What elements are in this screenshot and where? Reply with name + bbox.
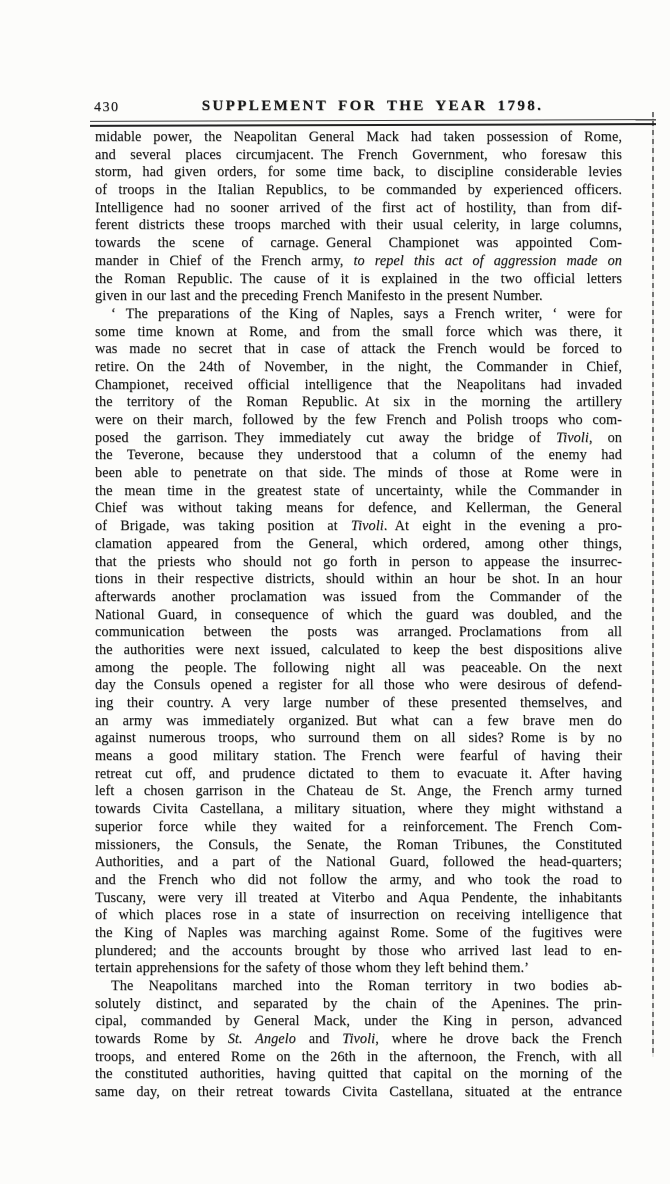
text-line-content: were on their march, followed by the few French and Polish troops who com- bbox=[95, 412, 622, 428]
text-line-content: same day, on their retreat towards Civita Castellana, situated at the entrance bbox=[95, 1084, 622, 1101]
text-line-content: afterwards another proclamation was issued from the Commander of the bbox=[95, 588, 622, 605]
text-line-content: superior force while they waited for a reinforcement. The French Com- bbox=[95, 818, 622, 835]
text-line bbox=[95, 783, 622, 801]
text-line-content: the territory of the Roman Republic. At six in the morning the artillery bbox=[95, 394, 622, 411]
text-line-content: midable power, the Neapolitan General Mack had taken possession of Rome, bbox=[95, 129, 622, 145]
text-line bbox=[95, 324, 622, 342]
text-line bbox=[95, 182, 622, 200]
text-line-content: posed the garrison. They immediately cut away the bridge of Tivoli, on bbox=[95, 429, 623, 446]
text-line bbox=[95, 394, 622, 412]
text-line bbox=[95, 235, 622, 253]
text-line-content: and the French who did not follow the army, and who took the road to bbox=[95, 871, 622, 888]
text-line bbox=[95, 996, 622, 1014]
text-line-content: and several places circumjacent. The French Government, who foresaw this bbox=[95, 146, 622, 163]
text-line bbox=[95, 677, 622, 695]
text-line bbox=[95, 271, 622, 289]
text-line bbox=[95, 518, 622, 536]
text-line bbox=[95, 1049, 622, 1067]
text-line bbox=[95, 447, 622, 465]
text-line bbox=[95, 695, 622, 713]
text-line-content: against numerous troops, who surround them on all sides? Rome is by no bbox=[95, 730, 622, 747]
text-line bbox=[95, 854, 622, 872]
text-line-content: of troops in the Italian Republics, to be commanded by experienced officers. bbox=[95, 182, 622, 199]
text-line-content: Authorities, and a part of the National Guard, followed the head-quarters; bbox=[95, 854, 622, 871]
text-line-content: towards Civita Castellana, a military situation, where they might withstand a bbox=[95, 801, 622, 818]
text-line-content: the King of Naples was marching against Rome. Some of the fugitives were bbox=[95, 924, 622, 941]
text-line bbox=[95, 129, 622, 147]
text-line bbox=[95, 837, 622, 855]
text-line bbox=[95, 288, 622, 306]
text-line-content: the Teverone, because they understood that a column of the enemy had bbox=[95, 447, 622, 464]
text-line bbox=[95, 766, 622, 784]
text-line-content: the authorities were next issued, calculated to keep the best dispositions alive bbox=[95, 641, 622, 658]
text-line bbox=[95, 164, 622, 182]
text-line-content: communication between the posts was arranged. Proclamations from all bbox=[95, 624, 622, 641]
text-line-content: was made no secret that in case of attack the French would be forced to bbox=[95, 341, 622, 358]
text-line bbox=[95, 660, 622, 678]
text-line bbox=[95, 147, 622, 165]
text-line bbox=[95, 624, 622, 642]
text-line-content: of Brigade, was taking position at Tivoli. At eight in the evening a pro- bbox=[95, 518, 622, 535]
text-line-content: an army was immediately organized. But what can a few brave men do bbox=[95, 712, 622, 729]
text-line-content: given in our last and the preceding French Manifesto in the present Number. bbox=[95, 288, 543, 305]
text-line bbox=[95, 607, 622, 625]
text-line-content: tertain apprehensions for the safety of those whom they left behind them.’ bbox=[95, 960, 529, 977]
text-line bbox=[95, 642, 622, 660]
text-line-content: left a chosen garrison in the Chateau de St. Ange, the French army turned bbox=[95, 783, 622, 800]
text-line bbox=[95, 801, 622, 819]
text-line bbox=[95, 341, 622, 359]
text-line bbox=[95, 200, 622, 218]
text-line-content: towards Rome by St. Angelo and Tivoli, where he drove back the French bbox=[95, 1031, 622, 1048]
text-line bbox=[95, 359, 622, 377]
text-line bbox=[95, 730, 622, 748]
text-line-content: been able to penetrate on that side. The minds of those at Rome were in bbox=[95, 465, 622, 482]
text-line bbox=[95, 306, 622, 324]
text-line bbox=[95, 253, 622, 271]
text-line-content: retire. On the 24th of November, in the night, the Commander in Chief, bbox=[95, 358, 622, 375]
text-line-content: day the Consuls opened a register for all those who were desirous of defend- bbox=[95, 677, 622, 694]
text-line bbox=[95, 925, 622, 943]
text-line-content: solutely distinct, and separated by the chain of the Apenines. The prin- bbox=[95, 995, 622, 1012]
text-line-content: of which places rose in a state of insurrection on receiving intelligence that bbox=[95, 907, 622, 924]
text-line-content: tions in their respective districts, should within an hour be shot. In an hour bbox=[95, 571, 622, 588]
text-line-content: the Roman Republic. The cause of it is explained in the two official letters bbox=[95, 270, 622, 287]
text-line bbox=[95, 536, 622, 554]
text-line-content: means a good military station. The French were fearful of having their bbox=[95, 748, 622, 765]
text-line-content: Intelligence had no sooner arrived of the first act of hostility, than from dif- bbox=[95, 199, 622, 216]
text-line bbox=[95, 377, 622, 395]
text-line bbox=[95, 819, 622, 837]
text-line-content: storm, had given orders, for some time back, to discipline considerable levies bbox=[95, 164, 622, 181]
text-line-content: Championet, received official intelligence that the Neapolitans had invaded bbox=[95, 376, 622, 393]
text-line-content: Chief was without taking means for defence, and Kellerman, the General bbox=[95, 500, 622, 517]
page-number: 430 bbox=[94, 100, 120, 115]
text-line bbox=[95, 430, 622, 448]
text-line bbox=[95, 1084, 622, 1102]
text-line-content: clamation appeared from the General, which ordered, among other things, bbox=[95, 535, 622, 552]
text-line-content: The Neapolitans marched into the Roman territory in two bodies ab- bbox=[111, 978, 622, 994]
text-line-content: Tuscany, were very ill treated at Viterbo and Aqua Pendente, the inhabitants bbox=[95, 889, 622, 906]
text-line-content: ‘ The preparations of the King of Naples, says a French writer, ‘ were for bbox=[111, 305, 622, 322]
text-line-content: that the priests who should not go forth in person to appease the insurrec- bbox=[95, 553, 622, 570]
text-line-content: troops, and entered Rome on the 26th in the afternoon, the French, with all bbox=[95, 1048, 622, 1065]
text-line-content: mander in Chief of the French army, to repel this act of aggression made on bbox=[95, 252, 622, 269]
text-line bbox=[95, 943, 622, 961]
text-line bbox=[95, 589, 622, 607]
text-line-content: ing their country. A very large number of these presented themselves, and bbox=[95, 695, 622, 711]
text-line bbox=[95, 1066, 622, 1084]
text-line bbox=[95, 872, 622, 890]
text-line bbox=[95, 960, 622, 978]
header-title: SUPPLEMENT FOR THE YEAR 1798. bbox=[201, 98, 544, 114]
text-line-content: the constituted authorities, having quitted that capital on the morning of the bbox=[95, 1066, 622, 1083]
text-line bbox=[95, 554, 622, 572]
header-rule bbox=[90, 119, 656, 127]
text-line bbox=[95, 1031, 622, 1049]
text-line bbox=[95, 978, 622, 996]
text-line bbox=[95, 412, 622, 430]
text-line-content: National Guard, in consequence of which the guard was doubled, and the bbox=[95, 606, 622, 623]
page-edge-artifact bbox=[652, 112, 654, 1057]
text-line bbox=[95, 890, 622, 908]
text-line bbox=[95, 483, 622, 501]
text-line bbox=[95, 1013, 622, 1031]
text-line-content: ferent districts these troops marched with their usual celerity, in large columns, bbox=[95, 217, 622, 234]
text-line bbox=[95, 465, 622, 483]
text-line-content: cipal, commanded by General Mack, under the King in person, advanced bbox=[95, 1013, 622, 1030]
text-line-content: the mean time in the greatest state of uncertainty, while the Commander in bbox=[95, 482, 622, 499]
text-line bbox=[95, 571, 622, 589]
text-line-content: missioners, the Consuls, the Senate, the Roman Tribunes, the Constituted bbox=[95, 836, 622, 853]
text-line-content: plundered; and the accounts brought by those who arrived last lead to en- bbox=[95, 942, 622, 959]
text-line-content: some time known at Rome, and from the small force which was there, it bbox=[95, 323, 622, 340]
text-line bbox=[95, 217, 622, 235]
text-line-content: towards the scene of carnage. General Championet was appointed Com- bbox=[95, 235, 622, 252]
text-line bbox=[95, 907, 622, 925]
body-text bbox=[95, 129, 622, 1102]
text-line-content: retreat cut off, and prudence dictated to them to evacuate it. After having bbox=[95, 765, 622, 782]
text-line-content: among the people. The following night all was peaceable. On the next bbox=[95, 659, 622, 676]
text-line bbox=[95, 500, 622, 518]
text-line bbox=[95, 748, 622, 766]
text-line bbox=[95, 713, 622, 731]
